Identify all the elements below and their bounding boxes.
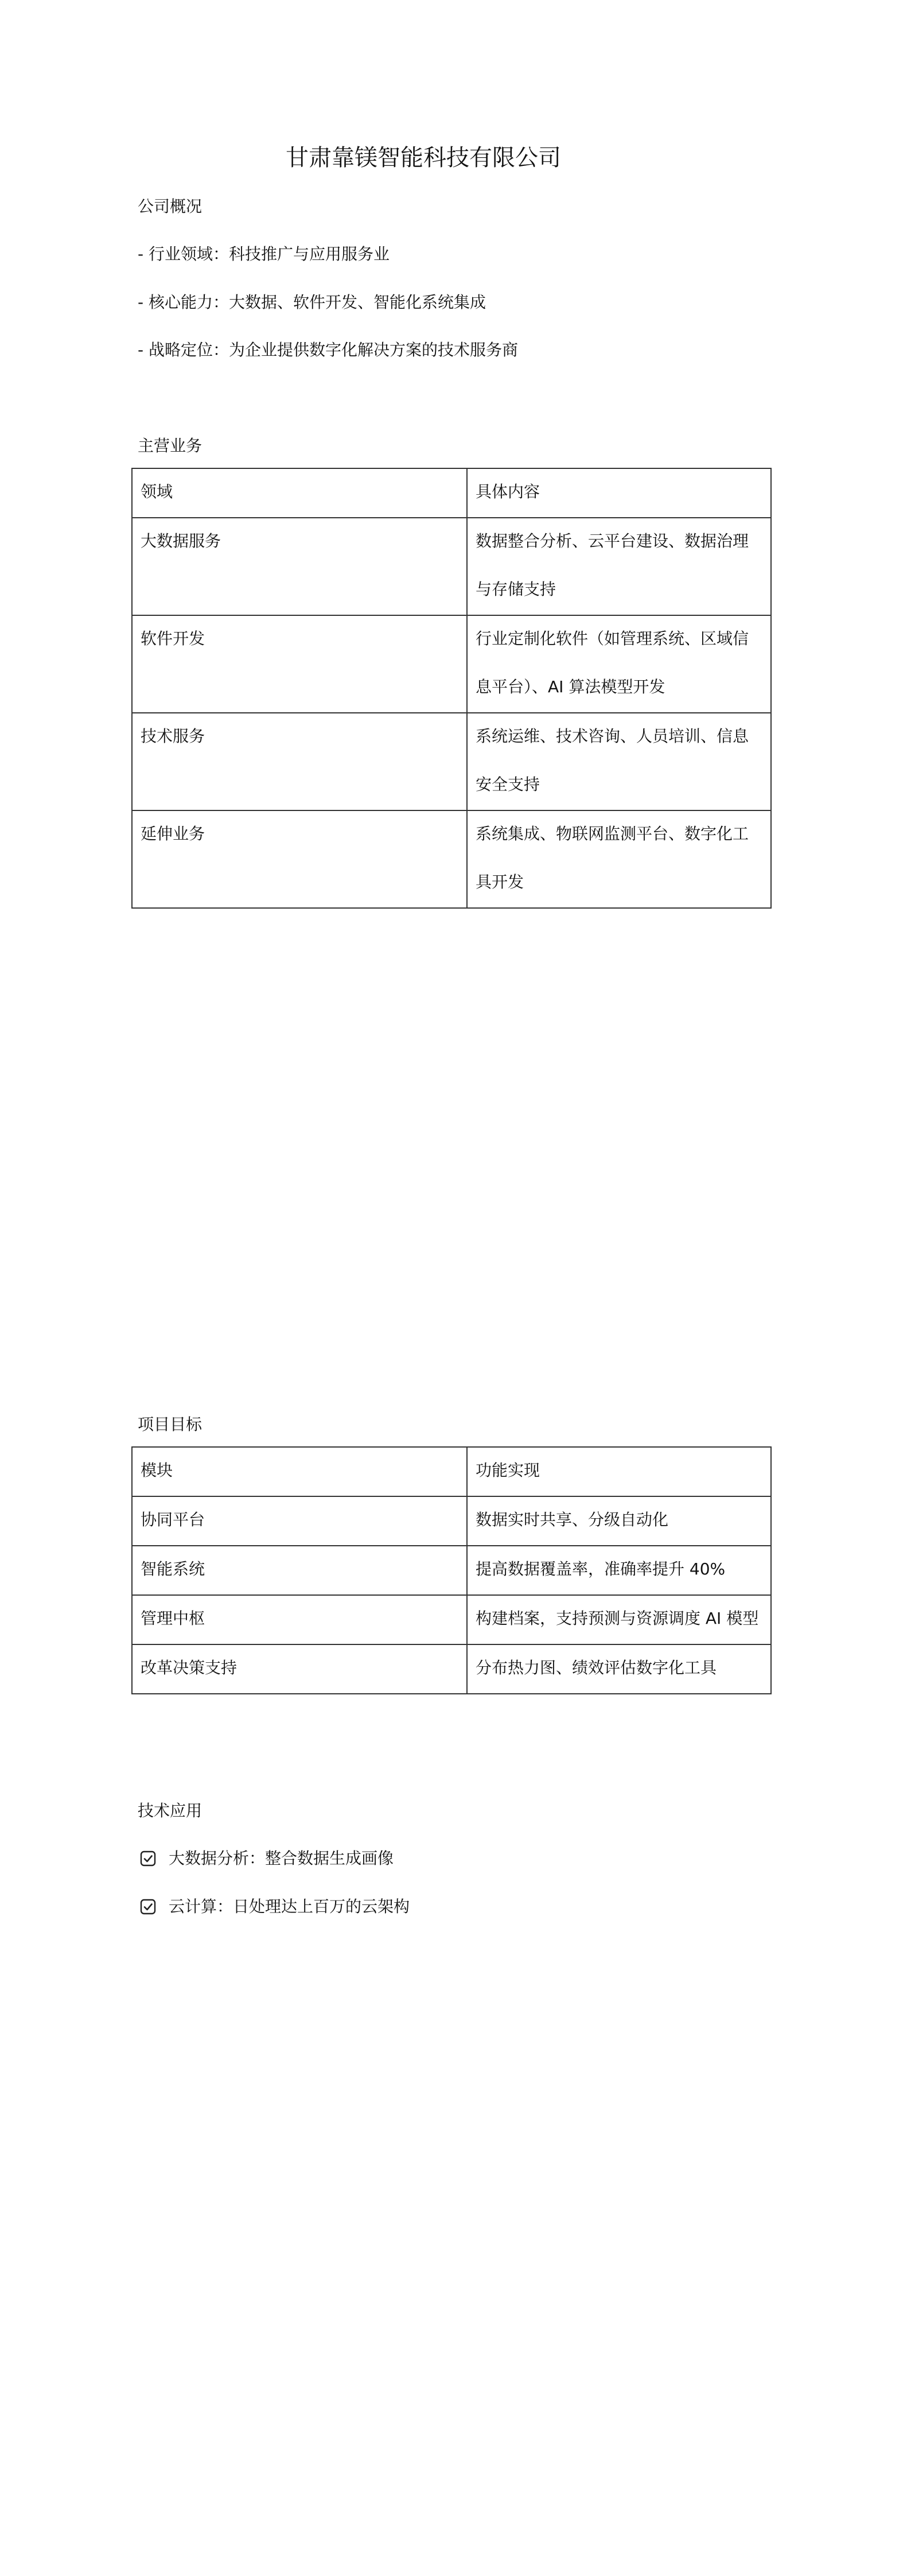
table-cell: 智能系统 <box>132 1546 467 1595</box>
tech-item-label: 大数据分析：整合数据生成画像 <box>169 1849 394 1868</box>
overview-heading: 公司概况 <box>138 197 203 216</box>
overview-item: - 战略定位：为企业提供数字化解决方案的技术服务商 <box>138 340 519 359</box>
table-cell: 管理中枢 <box>132 1595 467 1644</box>
table-cell: 系统集成、物联网监测平台、数字化工具开发 <box>467 810 771 908</box>
table-cell: 大数据服务 <box>132 518 467 615</box>
table-row <box>132 518 771 615</box>
table-row <box>132 810 771 908</box>
tech-heading: 技术应用 <box>138 1801 203 1820</box>
table-cell: 数据整合分析、云平台建设、数据治理与存储支持 <box>467 518 771 615</box>
overview-item: - 行业领域：科技推广与应用服务业 <box>138 245 390 263</box>
checkbox-checked-icon <box>140 1850 156 1867</box>
table-cell: 协同平台 <box>132 1496 467 1546</box>
table-cell: 延伸业务 <box>132 810 467 908</box>
tech-item-label: 云计算：日处理达上百万的云架构 <box>169 1897 410 1916</box>
table-cell: 提高数据覆盖率，准确率提升 40% <box>467 1546 771 1595</box>
table-row <box>132 1546 771 1595</box>
table-header-row <box>132 1447 771 1496</box>
goals-table <box>131 1446 772 1694</box>
table-header-cell: 功能实现 <box>467 1447 771 1496</box>
table-cell: 改革决策支持 <box>132 1644 467 1694</box>
table-cell: 系统运维、技术咨询、人员培训、信息安全支持 <box>467 713 771 810</box>
table-header-cell: 具体内容 <box>467 468 771 518</box>
goals-heading: 项目目标 <box>138 1415 203 1434</box>
table-row <box>132 1496 771 1546</box>
table-header-row <box>132 468 771 518</box>
table-cell: 技术服务 <box>132 713 467 810</box>
table-cell: 行业定制化软件（如管理系统、区域信息平台）、AI 算法模型开发 <box>467 615 771 713</box>
table-cell: 分布热力图、绩效评估数字化工具 <box>467 1644 771 1694</box>
business-table <box>131 468 772 909</box>
table-cell: 构建档案，支持预测与资源调度 AI 模型 <box>467 1595 771 1644</box>
table-row <box>132 1595 771 1644</box>
table-cell: 软件开发 <box>132 615 467 713</box>
table-row <box>132 1644 771 1694</box>
table-header-cell: 模块 <box>132 1447 467 1496</box>
table-cell: 数据实时共享、分级自动化 <box>467 1496 771 1546</box>
tech-list-item <box>140 1847 394 1870</box>
tech-list-item <box>140 1895 410 1918</box>
checkbox-checked-icon <box>140 1899 156 1915</box>
document-title: 甘肃靠镁智能科技有限公司 <box>286 145 561 171</box>
table-row <box>132 615 771 713</box>
table-row <box>132 713 771 810</box>
business-heading: 主营业务 <box>138 436 203 455</box>
overview-item: - 核心能力：大数据、软件开发、智能化系统集成 <box>138 293 486 312</box>
table-header-cell: 领域 <box>132 468 467 518</box>
